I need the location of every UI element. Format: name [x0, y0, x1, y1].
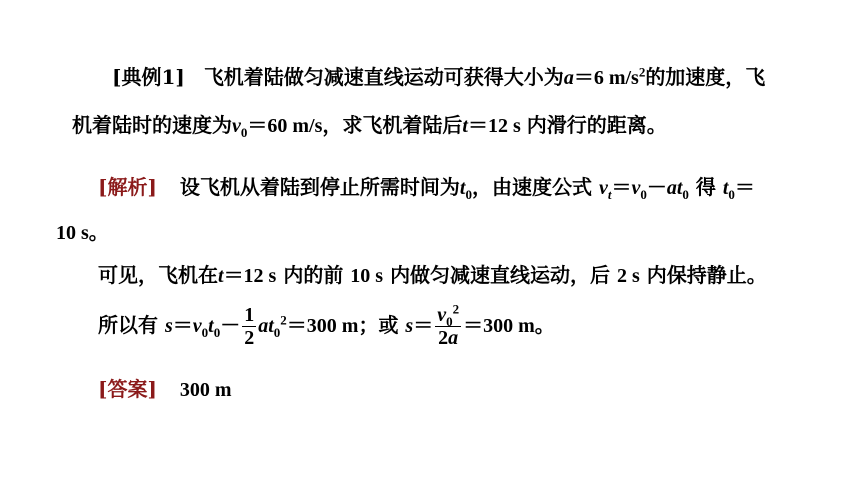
- analysis-paragraph-2: 可见，飞机在t＝12 s 内的前 10 s 内做匀减速直线运动，后 2 s 内保持静止。: [98, 263, 767, 287]
- speed-value: 60 m/s: [267, 115, 323, 137]
- example-tag: [典例1]: [112, 65, 185, 89]
- analysis-line-2: 10 s。: [56, 222, 109, 244]
- problem-line-2: 机着陆时的速度为$v_0=60$ m/s，求飞机着陆后t＝12 s 内滑行的距离。: [72, 113, 667, 140]
- time-value: 12 s: [487, 115, 521, 137]
- answer-value: 300 m: [179, 379, 232, 401]
- problem-line-1: [典例1] 飞机着陆做匀减速直线运动可获得大小为a＝6 $m/s^2$的加速度，飞: [112, 64, 766, 89]
- analysis-tag: [解析]: [98, 175, 157, 199]
- answer-tag: [答案]: [98, 377, 157, 401]
- accel-value: 6 m/s: [593, 67, 639, 89]
- problem-text: 飞机着陆做匀减速直线运动可获得大小为: [203, 65, 564, 89]
- var-a: a: [563, 67, 574, 89]
- fraction-one-half: $\frac{1}{2}$: [244, 304, 255, 349]
- answer-line: [98, 376, 232, 403]
- analysis-line-1: [解析] 设飞机从着陆到停止所需时间为$t_0$，由速度公式 $v_t=v_0-at_0$ 得 $t_0=$: [98, 175, 755, 202]
- fraction-v0sq-over-2a: $\frac{v_0^2}{2a}$: [437, 301, 460, 349]
- analysis-formula-line: 所以有 $s=v_0t_0-$ $\frac{1}{2}$ $at_0^2=300$ m；或 s＝ $\frac{v_0^2}{2a}$ ＝300 m。: [98, 301, 555, 349]
